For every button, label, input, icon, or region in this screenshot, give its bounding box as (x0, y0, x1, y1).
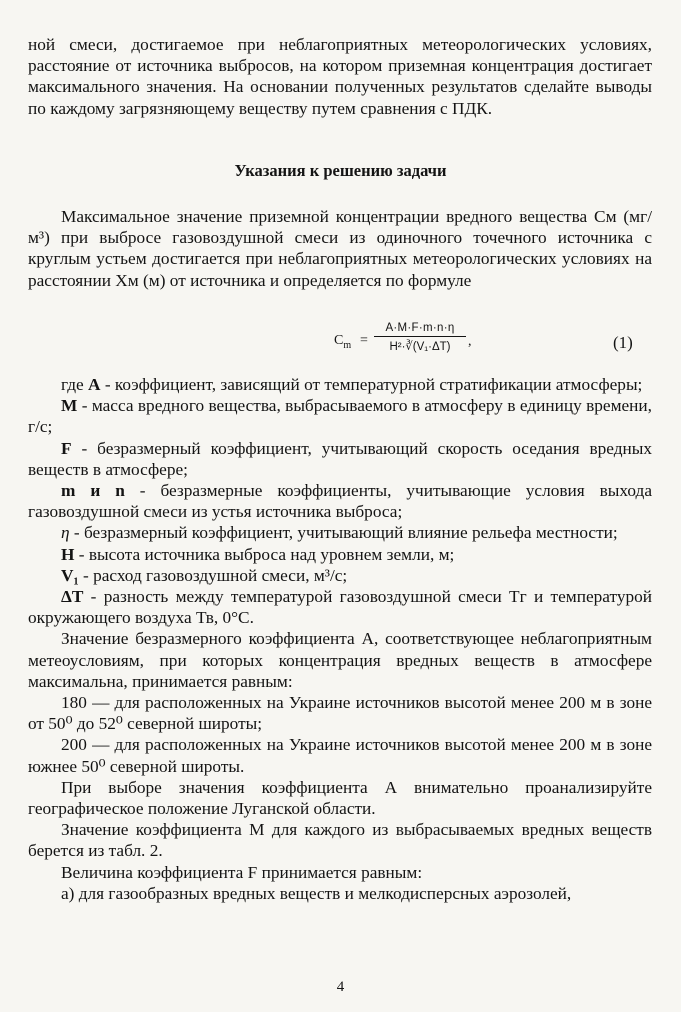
fraction-bar (374, 336, 466, 337)
definition-a: где A - коэффициент, зависящий от температурной стратификации атмосферы; (61, 375, 643, 394)
para-choice: При выборе значения коэффициента А внимательно проанализируйте географическое положение Луганской области. (28, 777, 652, 819)
para-f: Величина коэффициента F принимается равным: (61, 862, 423, 882)
para-a: Значение безразмерного коэффициента А, соответствующее неблагоприятным метеоусловиям, при которых концентрация вредных веществ в атмосфере максимальна, принимается равным: (28, 629, 652, 691)
para-m: Значение коэффициента М для каждого из выбрасываемых вредных веществ берется из табл. 2. (28, 820, 652, 861)
intro-paragraph (28, 206, 652, 291)
definition-f: F - безразмерный коэффициент, учитывающий скорость оседания вредных веществ в атмосфере; (28, 438, 652, 479)
top-paragraph (28, 34, 652, 119)
value-200: 200 — для расположенных на Украине источников высотой менее 200 м в зоне южнее 50⁰ северной широты. (28, 735, 652, 776)
intro-text: Максимальное значение приземной концентрации вредного вещества См (мг/м³) при выбросе газовоздушной смеси из одиночного точечного источника с круглым устьем достигается при неблагоприятных метеорологических условиях на расстоянии Хм (м) от источника и определяется по формуле (28, 207, 652, 290)
value-180: 180 — для расположенных на Украине источников высотой менее 200 м в зоне от 50⁰ до 52⁰ северной широты; (28, 693, 652, 734)
formula-lhs: $C_m$ (334, 333, 352, 351)
formula-numerator: A·M·F·m·n·η (385, 322, 455, 334)
formula-equals: = (360, 333, 368, 348)
formula-denominator: H²·∛(V₁·ΔT) (389, 341, 451, 353)
definition-dt: ΔT - разность между температурой газовоздушной смеси Тг и температурой окружающего воздуха Тв, 0°С. (28, 587, 652, 628)
formula-fraction (374, 322, 466, 353)
definition-mn: m и n - безразмерные коэффициенты, учитывающие условия выхода газовоздушной смеси из устья источника выброса; (28, 481, 652, 522)
definition-m: M - масса вредного вещества, выбрасываемого в атмосферу в единицу времени, г/с; (28, 396, 652, 437)
section-heading: Указания к решению задачи (234, 161, 447, 180)
top-paragraph-text: ной смеси, достигаемое при неблагоприятных метеорологических условиях, расстояние от источника выбросов, на котором приземная концентрация достигает максимального значения. На основании полученных результатов сделайте выводы по каждому загрязняющему веществу путем сравнения с ПДК. (28, 35, 652, 118)
page-number: 4 (336, 979, 345, 995)
formula-comma: , (468, 334, 472, 349)
definition-v1: V₁ - расход газовоздушной смеси, м³/с; (61, 565, 348, 585)
definitions-block (28, 374, 652, 904)
definition-eta: η - безразмерный коэффициент, учитывающий влияние рельефа местности; (61, 523, 618, 543)
formula-1 (334, 322, 654, 372)
para-last: а) для газообразных вредных веществ и мелкодисперсных аэрозолей, (61, 883, 572, 903)
formula-number: (1) (613, 333, 633, 352)
definition-h: H - высота источника выброса над уровнем земли, м; (61, 544, 455, 564)
